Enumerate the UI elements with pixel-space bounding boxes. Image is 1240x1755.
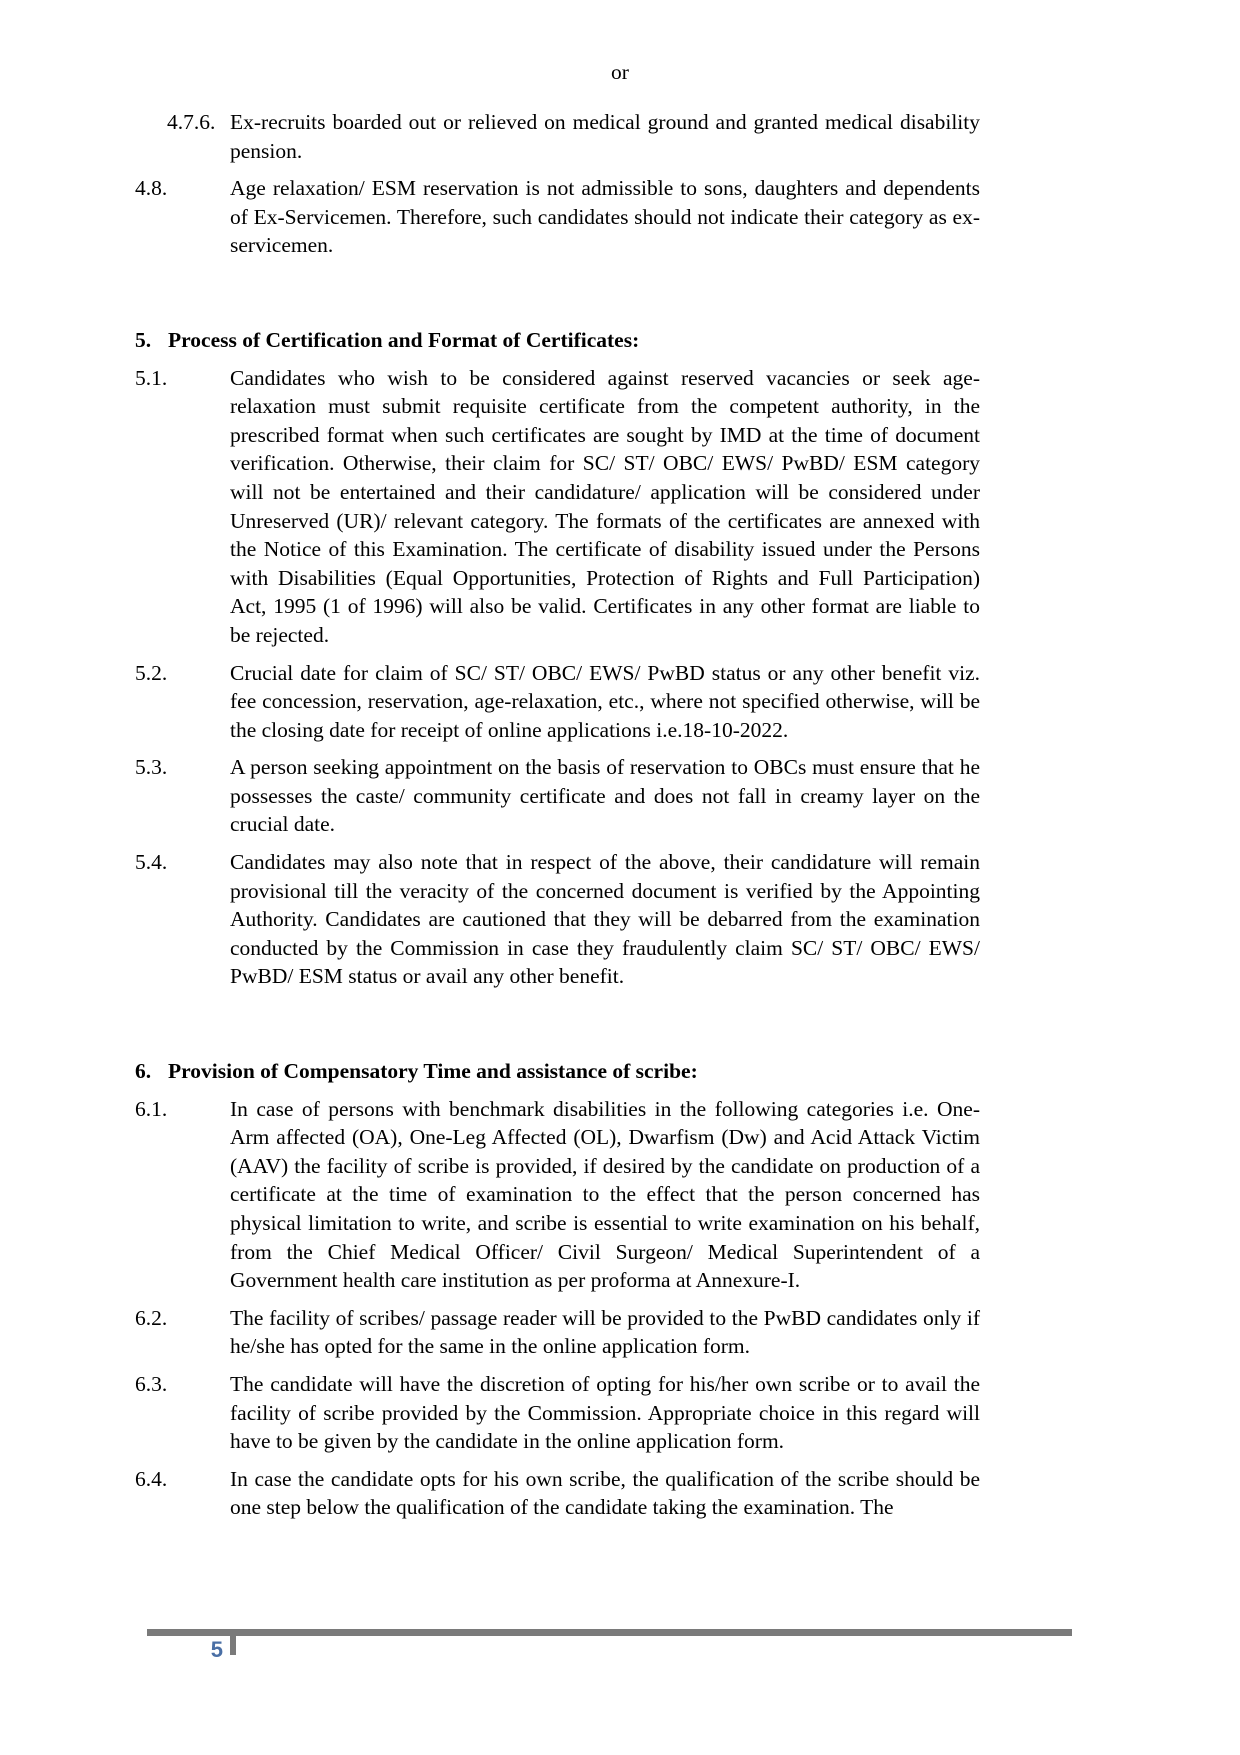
clause-text: A person seeking appointment on the basis of reservation to OBCs must ensure that he possesses the caste/ community certificate and does not fall in creamy layer on the crucial date. bbox=[230, 755, 980, 837]
clause-number: 6.4. bbox=[135, 1466, 168, 1491]
clause-number: 6.2. bbox=[135, 1305, 168, 1330]
spacer bbox=[135, 1086, 980, 1095]
document-body bbox=[135, 108, 980, 1522]
clause-number: 6.3. bbox=[135, 1371, 168, 1396]
footer-divider bbox=[147, 1629, 1072, 1636]
clause-text: Ex-recruits boarded out or relieved on medical ground and granted medical disability pension. bbox=[230, 110, 980, 163]
clause-text: Candidates who wish to be considered against reserved vacancies or seek age-relaxation must submit requisite certificate from the competent authority, in the prescribed format when such certificates are sought by IMD at the time of document verification. Otherwise, their claim for SC/ ST/ OBC/ EWS/ PwBD/ ESM category will not be entertained and their candidature/ application will be considered under Unreserved (UR)/ relevant category. The formats of the certificates are annexed with the Notice of this Examination. The certificate of disability issued under the Persons with Disabilities (Equal Opportunities, Protection of Rights and Full Participation) Act, 1995 (1 of 1996) will also be valid. Certificates in any other format are liable to be rejected. bbox=[230, 365, 980, 647]
clause-text: In case of persons with benchmark disabilities in the following categories i.e. One-Arm affected (OA), One-Leg Affected (OL), Dwarfism (Dw) and Acid Attack Victim (AAV) the facility of scribe is provided, if desired by the candidate on production of a certificate at the time of examination to the effect that the person concerned has physical limitation to write, and scribe is essential to write examination on his behalf, from the Chief Medical Officer/ Civil Surgeon/ Medical Superintendent of a Government health care institution as per proforma at Annexure-I. bbox=[230, 1096, 980, 1293]
section-number: 6. bbox=[135, 1059, 152, 1084]
clause-text: Age relaxation/ ESM reservation is not admissible to sons, daughters and dependents of Ex-Servicemen. Therefore, such candidates should not indicate their category as ex-servicemen. bbox=[230, 176, 980, 258]
clause-5-4 bbox=[135, 848, 980, 991]
clause-6-1 bbox=[135, 1095, 980, 1295]
clause-6-4 bbox=[135, 1465, 980, 1522]
clause-4-8 bbox=[135, 174, 980, 260]
spacer bbox=[135, 991, 980, 1057]
section-heading-6 bbox=[135, 1057, 980, 1086]
continuation-connector-or: or bbox=[611, 60, 629, 84]
spacer bbox=[135, 355, 980, 364]
clause-5-3 bbox=[135, 753, 980, 839]
section-heading-5 bbox=[135, 326, 980, 355]
spacer bbox=[135, 165, 980, 174]
footer-tick-mark bbox=[230, 1629, 236, 1655]
spacer bbox=[135, 1456, 980, 1465]
spacer bbox=[135, 744, 980, 753]
clause-number: 4.7.6. bbox=[167, 110, 216, 134]
clause-text: The facility of scribes/ passage reader will be provided to the PwBD candidates only if he/she has opted for the same in the online application form. bbox=[230, 1305, 980, 1359]
spacer bbox=[135, 1295, 980, 1304]
section-title: Process of Certification and Format of Certificates: bbox=[168, 327, 640, 352]
clause-number: 5.3. bbox=[135, 755, 168, 780]
section-title: Provision of Compensatory Time and assistance of scribe: bbox=[168, 1059, 698, 1084]
clause-6-3 bbox=[135, 1370, 980, 1456]
clause-text: The candidate will have the discretion of opting for his/her own scribe or to avail the facility of scribe provided by the Commission. Appropriate choice in this regard will have to be given by the candidate in the online application form. bbox=[230, 1371, 980, 1454]
clause-text: Candidates may also note that in respect of the above, their candidature will remain provisional till the veracity of the concerned document is verified by the Appointing Authority. Candidates are cautioned that they will be debarred from the examination conducted by the Commission in case they fraudulently claim SC/ ST/ OBC/ EWS/ PwBD/ ESM status or avail any other benefit. bbox=[230, 850, 980, 989]
page-number: 5 bbox=[210, 1637, 223, 1662]
clause-number: 4.8. bbox=[135, 176, 168, 201]
clause-5-2 bbox=[135, 659, 980, 745]
clause-6-2 bbox=[135, 1304, 980, 1361]
spacer bbox=[135, 260, 980, 326]
clause-number: 6.1. bbox=[135, 1096, 168, 1121]
clause-number: 5.2. bbox=[135, 660, 168, 685]
spacer bbox=[135, 839, 980, 848]
clause-4-7-6 bbox=[135, 108, 980, 165]
clause-number: 5.1. bbox=[135, 365, 168, 390]
clause-text: Crucial date for claim of SC/ ST/ OBC/ EWS/ PwBD status or any other benefit viz. fee concession, reservation, age-relaxation, etc., where not specified otherwise, will be the closing date for receipt of online applications i.e.18-10-2022. bbox=[230, 660, 980, 742]
spacer bbox=[135, 650, 980, 659]
section-number: 5. bbox=[135, 327, 152, 352]
spacer bbox=[135, 1361, 980, 1370]
clause-text: In case the candidate opts for his own scribe, the qualification of the scribe should be one step below the qualification of the candidate taking the examination. The bbox=[230, 1466, 980, 1520]
clause-5-1 bbox=[135, 364, 980, 650]
clause-number: 5.4. bbox=[135, 850, 168, 875]
